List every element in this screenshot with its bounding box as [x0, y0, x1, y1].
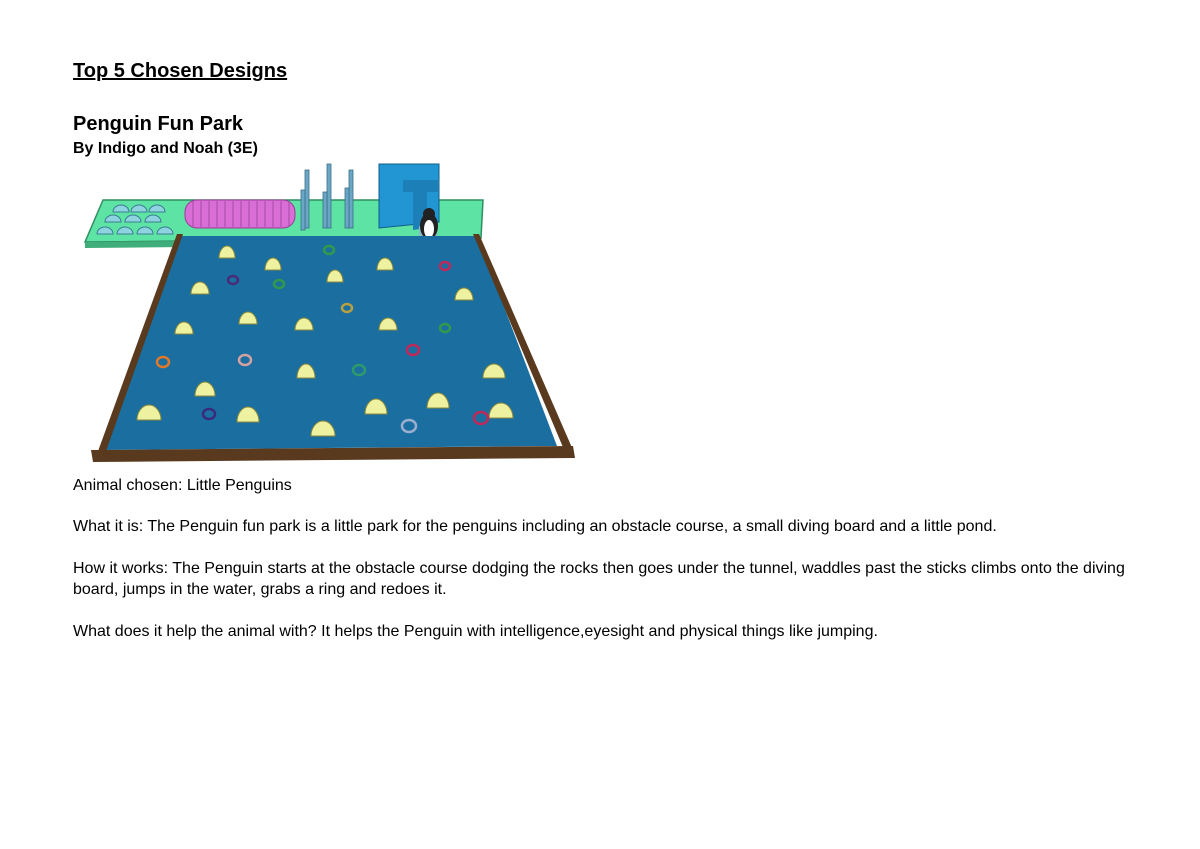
- what-it-is-text: What it is: The Penguin fun park is a little park for the penguins including an obstacle course, a small diving board and a little pond.: [73, 518, 997, 535]
- page-title: Top 5 Chosen Designs: [73, 60, 288, 82]
- tunnel: [185, 200, 295, 228]
- animal-chosen-text: Animal chosen: Little Penguins: [73, 477, 292, 494]
- how-it-works-text: How it works: The Penguin starts at the obstacle course dodging the rocks then goes under the tunnel, waddles past the sticks climbs onto the diving board, jumps in the water, grabs a ring and redoes it.: [73, 560, 1125, 598]
- design-authors: By Indigo and Noah (3E): [73, 140, 258, 157]
- penguin-park-3d-render: [73, 162, 577, 469]
- how-it-helps-text: What does it help the animal with? It helps the Penguin with intelligence,eyesight and physical things like jumping.: [73, 623, 878, 640]
- park-model-illustration: [73, 162, 577, 469]
- design-title: Penguin Fun Park: [73, 113, 244, 135]
